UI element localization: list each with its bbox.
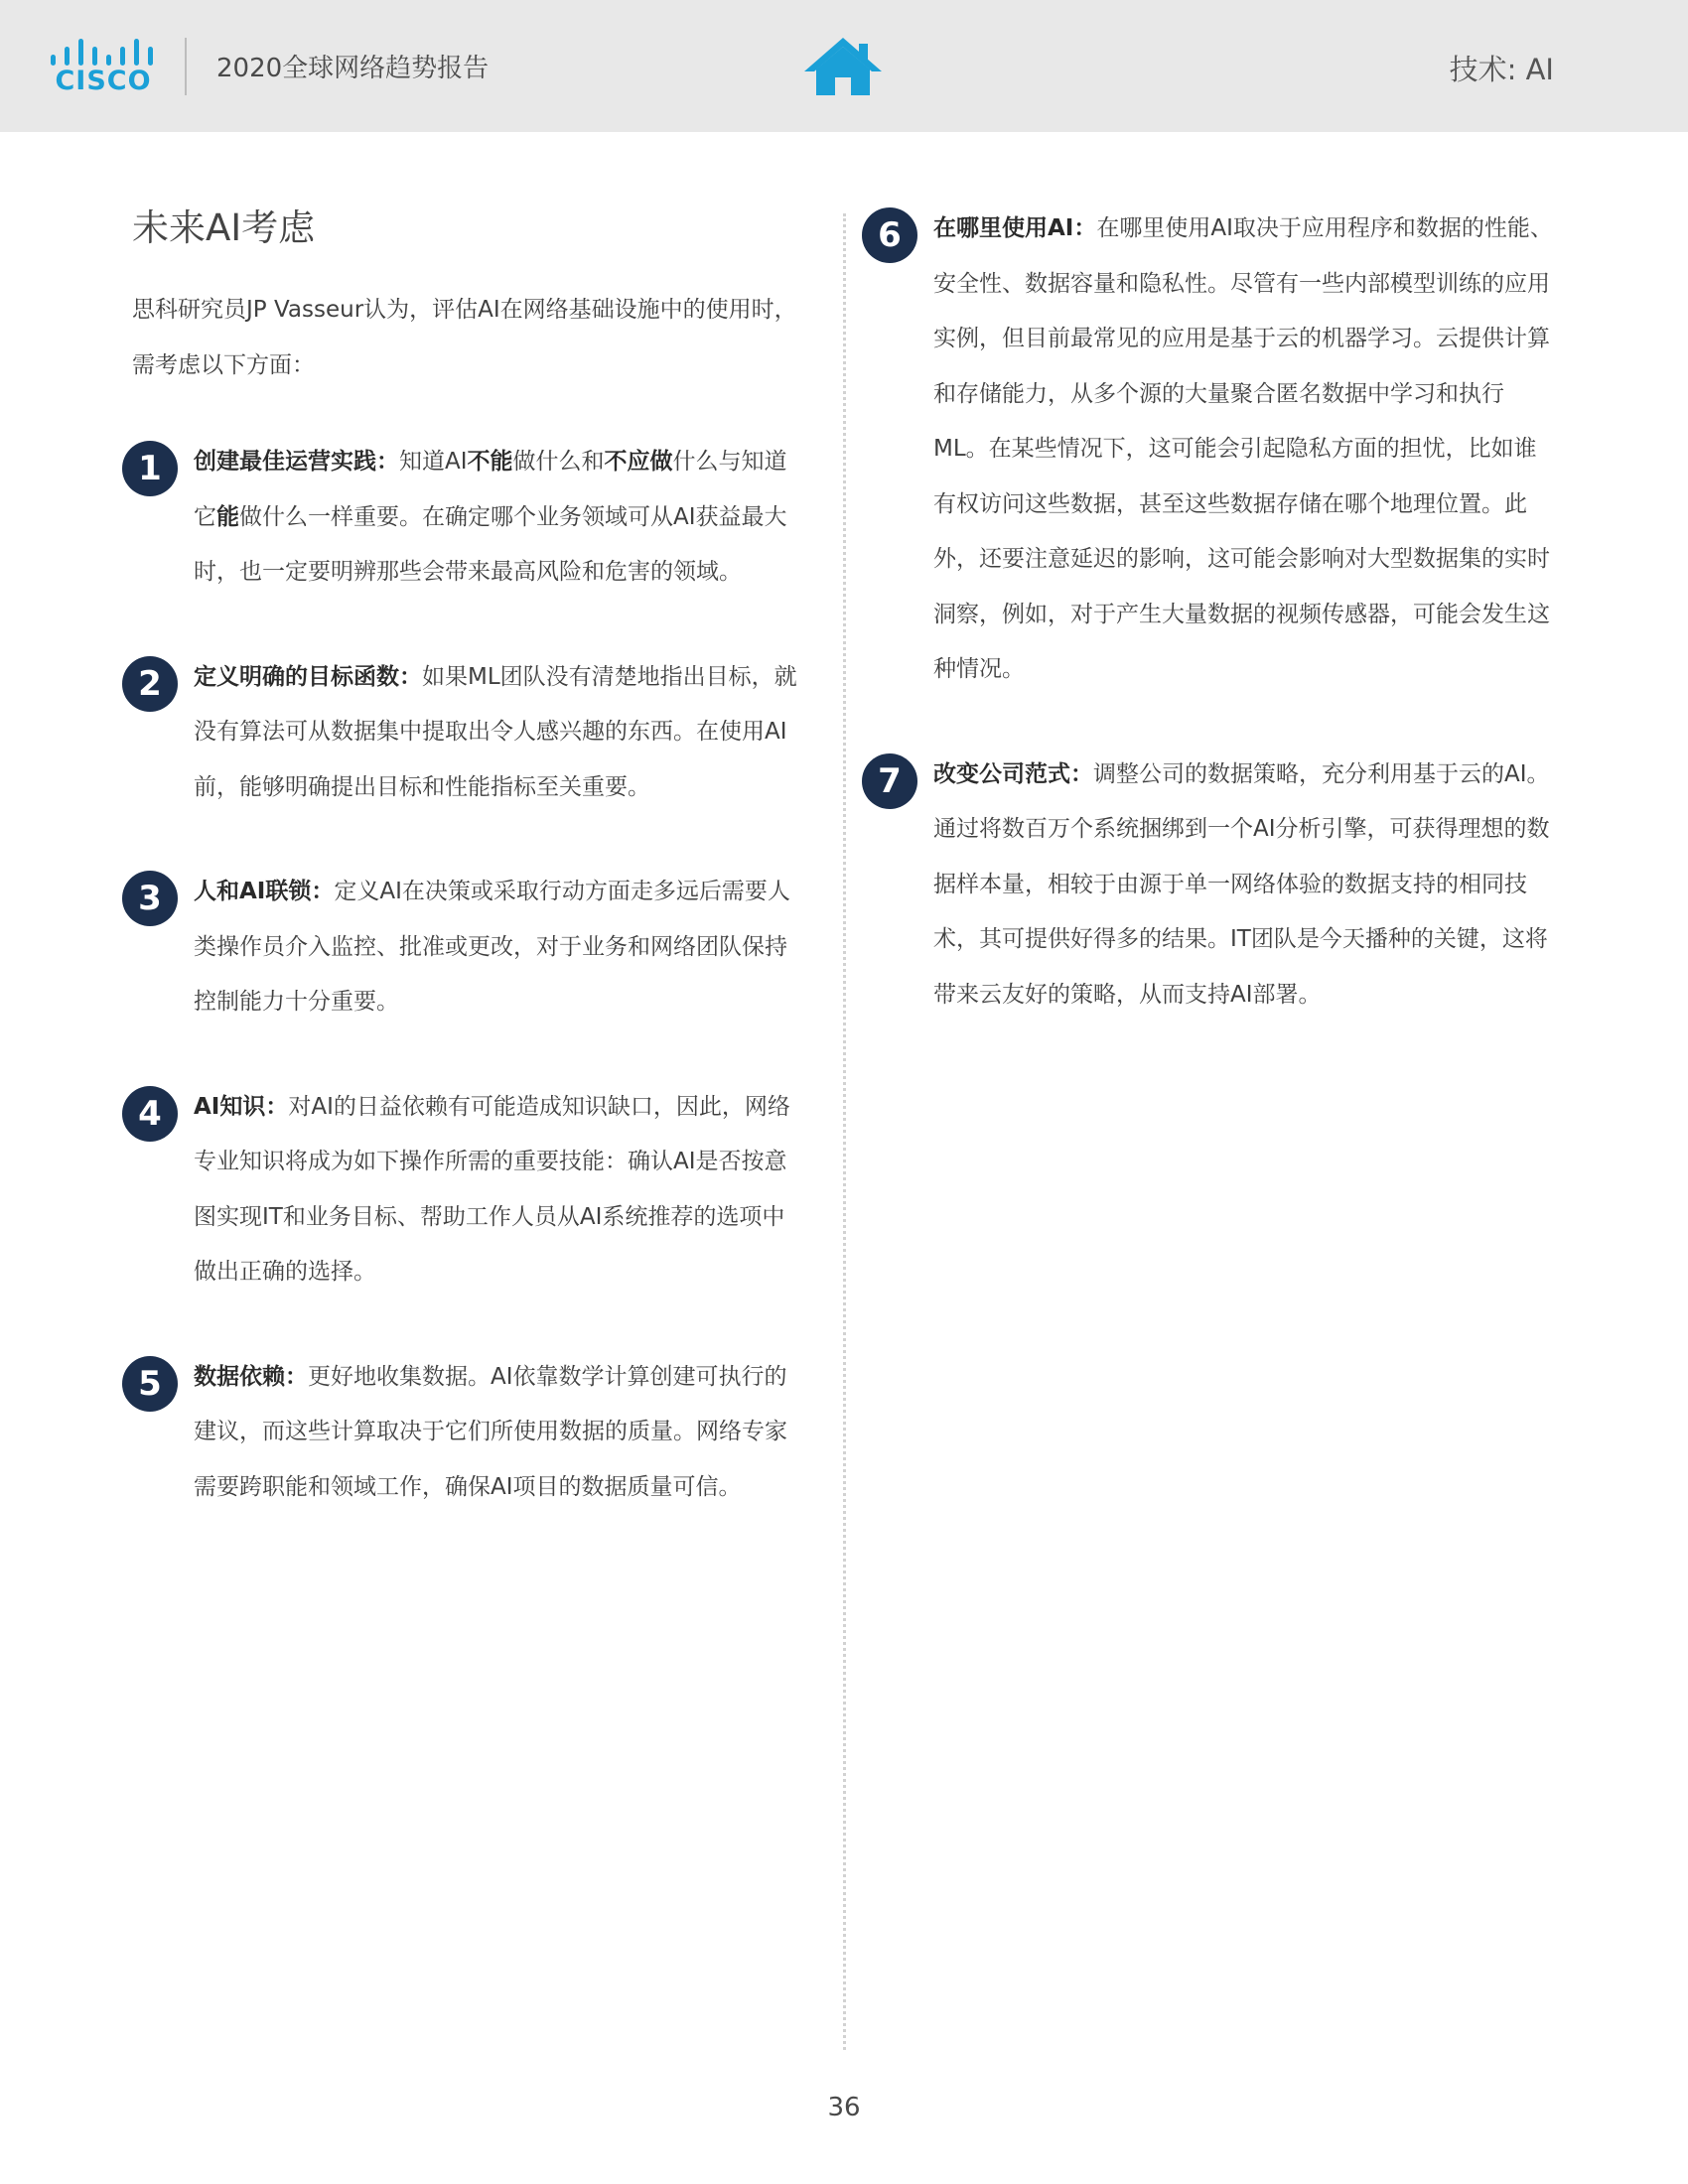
intro-paragraph: 思科研究员JP Vasseur认为，评估AI在网络基础设施中的使用时，需考虑以下方面： (132, 297, 797, 378)
item-text (933, 748, 1559, 1024)
item-text (194, 435, 807, 601)
number-badge: 4 (122, 1086, 178, 1142)
header-divider (185, 38, 187, 95)
report-title: 2020全球网络趋势报告 (216, 54, 490, 83)
item-keyword: 不能 (467, 449, 513, 475)
item-keyword: 创建最佳运营实践： (194, 449, 399, 475)
item-text-run: 更好地收集数据。AI依靠数学计算创建可执行的建议，而这些计算取决于它们所使用数据的质量。网络专家需要跨职能和领域工作，确保AI项目的数据质量可信。 (194, 1363, 787, 1500)
cisco-logo-bars-icon (48, 36, 157, 66)
item-text-run: 做什么和 (512, 449, 605, 475)
consideration-item (132, 1350, 807, 1516)
item-keyword: AI知识： (194, 1093, 289, 1120)
number-badge: 1 (122, 441, 178, 496)
page-heading: 未来AI考虑 (132, 206, 316, 249)
cisco-logo[interactable] (48, 36, 157, 99)
item-keyword: 能 (216, 503, 239, 530)
consideration-item (872, 748, 1559, 1024)
item-text-run: 在哪里使用AI取决于应用程序和数据的性能、安全性、数据容量和隐私性。尽管有一些内部模型训练的应用实例，但目前最常见的应用是基于云的机器学习。云提供计算和存储能力，从多个源的大量聚合匿名数据中学习和执行ML。在某些情况下，这可能会引起隐私方面的担忧，比如谁有权访问这些数据，甚至这些数据存储在哪个地理位置。此外，还要注意延迟的影响，这可能会影响对大型数据集的实时洞察，例如，对于产生大量数据的视频传感器，可能会发生这种情况。 (933, 215, 1553, 682)
consideration-item (132, 1080, 807, 1300)
item-text (194, 1350, 807, 1516)
number-badge: 5 (122, 1356, 178, 1412)
item-text-run: 知道AI (399, 449, 468, 475)
number-badge: 2 (122, 656, 178, 712)
item-text (194, 1080, 807, 1300)
item-text (194, 865, 807, 1030)
left-column (132, 204, 807, 1565)
item-keyword: 定义明确的目标函数： (194, 663, 422, 690)
consideration-item (132, 435, 807, 601)
item-text-run: 做什么一样重要。在确定哪个业务领域可从AI获益最大时，也一定要明辨那些会带来最高风险和危害的领域。 (194, 503, 787, 585)
item-text (194, 650, 807, 816)
number-badge: 3 (122, 871, 178, 926)
item-keyword: 不应做 (604, 449, 673, 475)
consideration-item (872, 202, 1559, 698)
item-keyword: 数据依赖： (194, 1363, 308, 1390)
number-badge: 6 (862, 207, 917, 263)
right-column (872, 202, 1559, 1072)
item-keyword: 在哪里使用AI： (933, 215, 1097, 241)
section-tag: 技术: AI (1449, 53, 1554, 86)
item-text-run: 对AI的日益依赖有可能造成知识缺口，因此，网络专业知识将成为如下操作所需的重要技能：确认AI是否按意图实现IT和业务目标、帮助工作人员从AI系统推荐的选项中做出正确的选择。 (194, 1093, 790, 1285)
item-keyword: 人和AI联锁： (194, 879, 335, 904)
item-text-run: 如果ML团队没有清楚地指出目标，就没有算法可从数据集中提取出令人感兴趣的东西。在使用AI前，能够明确提出目标和性能指标至关重要。 (194, 663, 797, 800)
item-text-run: 调整公司的数据策略，充分利用基于云的AI。通过将数百万个系统捆绑到一个AI分析引擎，可获得理想的数据样本量，相较于由源于单一网络体验的数据支持的相同技术，其可提供好得多的结果。IT团队是今天播种的关键，这将带来云友好的策略，从而支持AI部署。 (933, 760, 1550, 1008)
item-text-run: 什么与知道它 (194, 449, 787, 530)
column-divider (843, 213, 846, 2050)
cisco-logo-text: CISCO (55, 66, 152, 96)
home-icon[interactable] (802, 36, 884, 97)
item-keyword: 改变公司范式： (933, 760, 1093, 787)
consideration-item (132, 650, 807, 816)
consideration-item (132, 865, 807, 1030)
page-header (0, 0, 1688, 132)
item-text (933, 202, 1559, 698)
page-number: 36 (827, 2093, 861, 2122)
number-badge: 7 (862, 753, 917, 809)
item-text-run: 定义AI在决策或采取行动方面走多远后需要人类操作员介入监控、批准或更改，对于业务和网络团队保持控制能力十分重要。 (194, 879, 790, 1015)
